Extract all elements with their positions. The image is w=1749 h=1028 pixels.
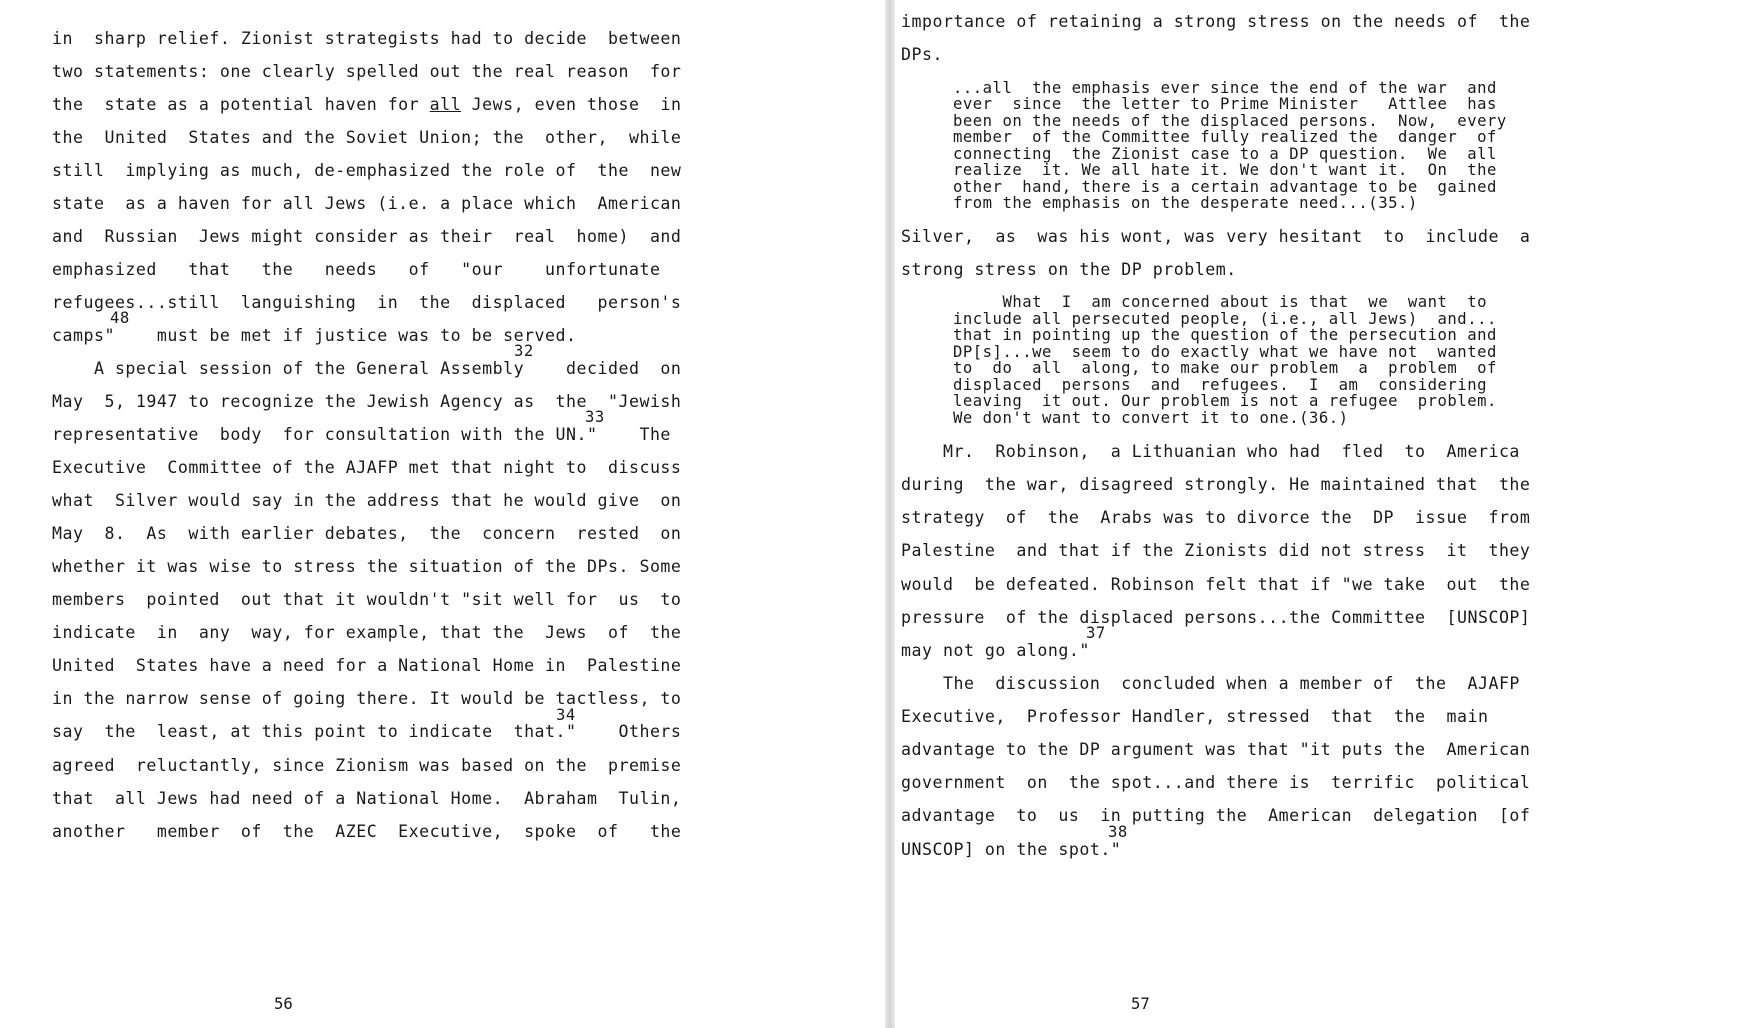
block-quote-line: member of the Committee fully realized the danger of bbox=[953, 128, 1497, 146]
text-line: that all Jews had need of a National Home. Abraham Tulin, bbox=[52, 789, 682, 808]
right-page bbox=[895, 0, 1749, 1028]
block-quote-line: other hand, there is a certain advantage to be gained bbox=[953, 178, 1497, 196]
text-line: UNSCOP] on the spot." bbox=[901, 840, 1122, 859]
text-line: advantage to us in putting the American delegation [of bbox=[901, 806, 1531, 825]
text-line: pressure of the displaced persons...the Committee [UNSCOP] bbox=[901, 608, 1531, 627]
footnote-marker: 38 bbox=[1108, 823, 1128, 841]
text-line: state as a haven for all Jews (i.e. a place which American bbox=[52, 194, 682, 213]
block-quote-line: ...all the emphasis ever since the end of the war and bbox=[953, 79, 1497, 97]
text-line: strategy of the Arabs was to divorce the DP issue from bbox=[901, 508, 1531, 527]
text-line: advantage to the DP argument was that "it puts the American bbox=[901, 740, 1531, 759]
text-line: DPs. bbox=[901, 45, 943, 64]
footnote-marker: 33 bbox=[585, 408, 605, 426]
text-line: the United States and the Soviet Union; the other, while bbox=[52, 128, 682, 147]
block-quote-line: What I am concerned about is that we want to bbox=[953, 293, 1487, 311]
text-line: representative body for consultation with the UN." The bbox=[52, 425, 671, 444]
text-line: United States have a need for a National Home in Palestine bbox=[52, 656, 682, 675]
text-line: Silver, as was his wont, was very hesitant to include a bbox=[901, 227, 1531, 246]
text-line: May 5, 1947 to recognize the Jewish Agency as the "Jewish bbox=[52, 392, 682, 411]
text-line: members pointed out that it wouldn't "sit well for us to bbox=[52, 590, 682, 609]
text-line: refugees...still languishing in the displaced person's bbox=[52, 293, 682, 312]
text-line: another member of the AZEC Executive, spoke of the bbox=[52, 822, 682, 841]
block-quote-line: DP[s]...we seem to do exactly what we have not wanted bbox=[953, 343, 1497, 361]
text-line: government on the spot...and there is terrific political bbox=[901, 773, 1531, 792]
text-line: agreed reluctantly, since Zionism was based on the premise bbox=[52, 756, 682, 775]
text-line: indicate in any way, for example, that the Jews of the bbox=[52, 623, 682, 642]
text-line: Palestine and that if the Zionists did not stress it they bbox=[901, 541, 1531, 560]
block-quote-line: displaced persons and refugees. I am considering bbox=[953, 376, 1487, 394]
page-gutter bbox=[885, 0, 895, 1028]
text-line: and Russian Jews might consider as their real home) and bbox=[52, 227, 682, 246]
block-quote-line: connecting the Zionist case to a DP question. We all bbox=[953, 145, 1497, 163]
text-line: two statements: one clearly spelled out the real reason for bbox=[52, 62, 682, 81]
page-number: 56 bbox=[274, 995, 293, 1013]
block-quote-line: to do all along, to make our problem a problem of bbox=[953, 359, 1497, 377]
text-line: emphasized that the needs of "our unfortunate bbox=[52, 260, 661, 279]
text-line: may not go along." bbox=[901, 641, 1090, 660]
text-line: The discussion concluded when a member of the AJAFP bbox=[901, 674, 1520, 693]
footnote-marker: 32 bbox=[514, 342, 534, 360]
underlined-word: all bbox=[429, 95, 462, 114]
text-line: A special session of the General Assembly decided on bbox=[52, 359, 682, 378]
text-line: strong stress on the DP problem. bbox=[901, 260, 1237, 279]
text-line: Mr. Robinson, a Lithuanian who had fled to America bbox=[901, 442, 1520, 461]
text-fragment: Jews, even those in bbox=[461, 95, 682, 114]
block-quote-line: from the emphasis on the desperate need...(35.) bbox=[953, 194, 1418, 212]
page-number: 57 bbox=[1131, 995, 1150, 1013]
footnote-marker: 48 bbox=[110, 309, 130, 327]
text-line: would be defeated. Robinson felt that if "we take out the bbox=[901, 575, 1531, 594]
text-line: still implying as much, de-emphasized the role of the new bbox=[52, 161, 682, 180]
footnote-marker: 34 bbox=[556, 706, 576, 724]
text-line: Executive, Professor Handler, stressed that the main bbox=[901, 707, 1489, 726]
text-line bbox=[52, 95, 681, 115]
text-line: in sharp relief. Zionist strategists had to decide between bbox=[52, 29, 682, 48]
text-line: Executive Committee of the AJAFP met that night to discuss bbox=[52, 458, 682, 477]
block-quote-line: We don't want to convert it to one.(36.) bbox=[953, 409, 1349, 427]
text-line: importance of retaining a strong stress on the needs of the bbox=[901, 12, 1531, 31]
block-quote-line: realize it. We all hate it. We don't want it. On the bbox=[953, 161, 1497, 179]
block-quote-line: ever since the letter to Prime Minister Attlee has bbox=[953, 95, 1497, 113]
block-quote-line: include all persecuted people, (i.e., all Jews) and... bbox=[953, 310, 1497, 328]
text-line: during the war, disagreed strongly. He maintained that the bbox=[901, 475, 1531, 494]
block-quote-line: that in pointing up the question of the persecution and bbox=[953, 326, 1497, 344]
text-line: what Silver would say in the address that he would give on bbox=[52, 491, 682, 510]
text-line: in the narrow sense of going there. It would be tactless, to bbox=[52, 689, 682, 708]
text-line: say the least, at this point to indicate that." Others bbox=[52, 722, 682, 741]
block-quote-line: leaving it out. Our problem is not a refugee problem. bbox=[953, 392, 1497, 410]
text-fragment: the state as a potential haven for bbox=[52, 95, 430, 114]
text-line: camps" must be met if justice was to be served. bbox=[52, 326, 577, 345]
text-line: May 8. As with earlier debates, the concern rested on bbox=[52, 524, 682, 543]
footnote-marker: 37 bbox=[1086, 624, 1106, 642]
block-quote-line: been on the needs of the displaced persons. Now, every bbox=[953, 112, 1507, 130]
text-line: whether it was wise to stress the situation of the DPs. Some bbox=[52, 557, 682, 576]
